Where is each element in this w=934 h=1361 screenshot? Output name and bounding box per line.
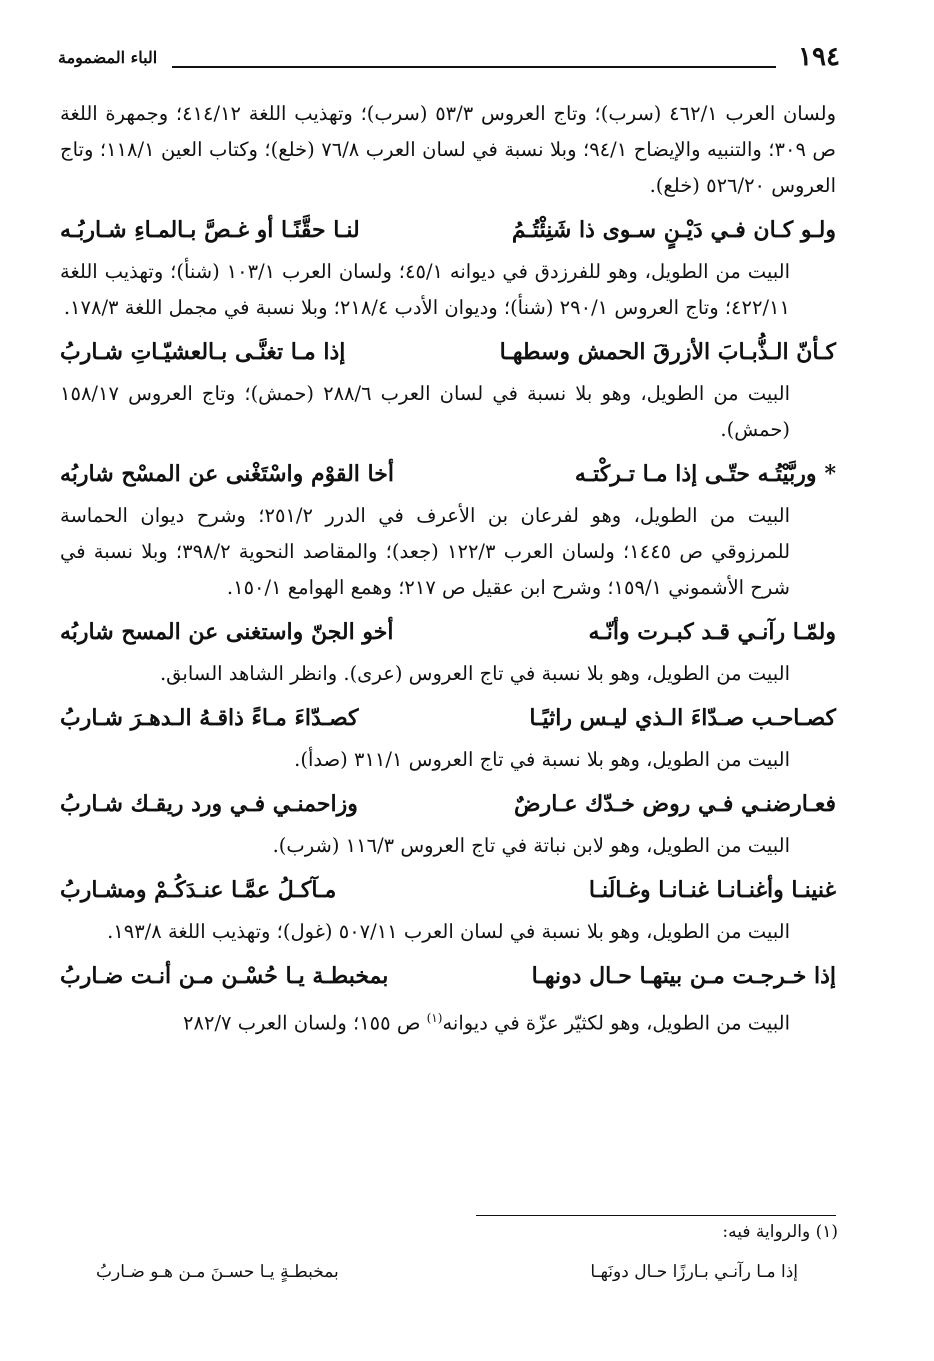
verse-first-hemistich: غنينـا وأغنـانـا غنـانـا وغـالَنـا [588,877,836,903]
citation-line: البيت من الطويل، وهو بلا نسبة في تاج العروس ٣١١/١ (صدأ). [294,748,790,771]
verse-second-hemistich: إذا مـا تغنَّـى بـالعشيّـاتِ شـاربُ [60,339,346,365]
verse-first-hemistich: كصـاحـب صـدّاءَ الـذي ليـس راثيًـا [529,705,836,731]
citation-block [60,254,836,326]
verse-second-hemistich: مـآكـلُ عمَّـا عنـدَكُـمْ ومشـاربُ [60,877,337,903]
verse-line [60,780,836,828]
verse-first-text: وربَّيْتُـه حتّـى إذا مـا تـركْتـه [574,461,817,487]
citation-line: ولسان العرب ٤٦٢/١ (سرب)؛ وتاج العروس ٥٣/٣ (سرب)؛ وتهذيب اللغة ٤١٤/١٢؛ [175,102,837,125]
verse-line [60,206,836,254]
page-number: ١٩٤ [798,42,840,72]
footnote-note: (١) والرواية فيه: [722,1222,838,1242]
verse-first-hemistich: كـأنّ الـذُّبـابَ الأزرقَ الحمش وسطهـا [499,339,836,365]
verse-line [60,952,836,1000]
citation-block [60,914,836,950]
verse-second-hemistich: أخا القوْم واسْتَغْنى عن المسْح شاربُه [60,461,394,487]
verse-first-hemistich: إذا خـرجـت مـن بيتهـا حـال دونهـا [531,963,836,989]
citation-line: البيت من الطويل، وهو لابن نباتة في تاج العروس ١١٦/٣ (شرب). [272,834,790,857]
citation-block [60,828,836,864]
citation-line: البيت من الطويل، وهو للفرزدق في ديوانه ٤٥/١؛ ولسان العرب ١٠٣/١ (شنأ)؛ [170,260,790,283]
footnote-marker[interactable]: (١) [426,1011,443,1025]
citation-line: البيت من الطويل، وهو بلا نسبة في لسان العرب ٥٠٧/١١ (غول)؛ وتهذيب اللغة [167,920,790,943]
verse-line [60,866,836,914]
verse-first-hemistich [575,461,836,487]
citation-line: البيت من الطويل، وهو بلا نسبة في لسان العرب ٢٨٨/٦ (حمش)؛ وتاج العروس [128,382,790,405]
verse-second-hemistich: لنـا حقَّنًـا أو غـصَّ بـالمـاءِ شـاربُـه [60,217,360,243]
citation-line: نسبة في شرح الأشموني ١٥٩/١؛ وشرح ابن عقيل ص ٢١٧؛ وهمع الهوامع ١٥٠/١. [60,540,790,599]
citation-line: وجمهرة اللغة ص ٣٠٩؛ والتنبيه والإيضاح ٩٤/١؛ وبلا نسبة في لسان العرب ٧٦/٨ [60,102,837,161]
citation-line: في مجمل اللغة ١٧٨/٣. [63,296,250,319]
citation-line: البيت من الطويل، وهو لكثيّر عزّة في ديوانه [442,1011,790,1035]
verse-first-hemistich: فعـارضنـي فـي روض خـدّك عـارضٌ [513,791,836,817]
verse-line [60,694,836,742]
citation-line: ١٩٣/٨. [107,920,162,943]
citation-block [60,1000,836,1042]
footnote-verse [96,1262,798,1282]
citation-line: للمرزوقي ص ١٤٤٥؛ ولسان العرب ١٢٢/٣ (جعد)؛ والمقاصد النحوية ٣٩٨/٢؛ وبلا [141,540,791,563]
footnote-verse-first: إذا مـا رآنـي بـارزًا حـال دونَهـا [590,1262,798,1282]
header-rule [172,66,776,68]
verse-second-hemistich: وزاحمنـي فـي ورد ريقـك شـاربُ [60,791,358,817]
citation-block [60,498,836,606]
citation-block [60,742,836,778]
citation-line: البيت من الطويل، وهو بلا نسبة في تاج العروس (عرى). وانظر الشاهد السابق. [159,662,790,685]
citation-block [60,656,836,692]
verse-second-hemistich: كصـدّاءَ مـاءً ذاقـهُ الـدهـرَ شـاربُ [60,705,359,731]
citation-line: وتهذيب اللغة ٤٢٢/١١؛ وتاج العروس ٢٩٠/١ (شنأ)؛ وديوان الأدب ٢١٨/٤؛ وبلا نسبة [60,260,790,319]
page-body [60,96,836,1042]
footnote-verse-second: بمخبطـةٍ يـا حسـنَ مـن هـو ضـاربُ [96,1262,339,1282]
citation-line: ص ١٥٥؛ ولسان العرب ٢٨٢/٧ [183,1011,421,1035]
citation-line: البيت من الطويل، وهو لفرعان بن الأعرف في الدرر ٢٥١/٢؛ وشرح ديوان الحماسة [60,504,790,527]
citation-block [60,376,836,448]
verse-first-hemistich: ولـو كـان فـي دَيْـنٍ سـوى ذا شَنِئْتُـمُ [511,217,836,243]
star-marker: * [824,461,836,487]
citation-block [60,96,836,204]
verse-second-hemistich: أخو الجنّ واستغنى عن المسح شاربُه [60,619,394,645]
verse-second-hemistich: بمخبطـة يـا حُسْـن مـن أنـت ضـاربُ [60,963,389,989]
verse-line [60,450,836,498]
footnote-rule [476,1215,836,1216]
citation-line: ١٥٨/١٧ (حمش). [60,382,790,441]
running-title: الباء المضمومة [58,48,158,67]
verse-first-hemistich: ولمّـا رآنـي قـد كبـرت وأنّـه [588,619,836,645]
verse-line [60,328,836,376]
citation-line: (خلع)؛ وكتاب العين ١١٨/١؛ وتاج العروس ٥٢٦/٢٠ (خلع). [60,138,836,197]
verse-line [60,608,836,656]
